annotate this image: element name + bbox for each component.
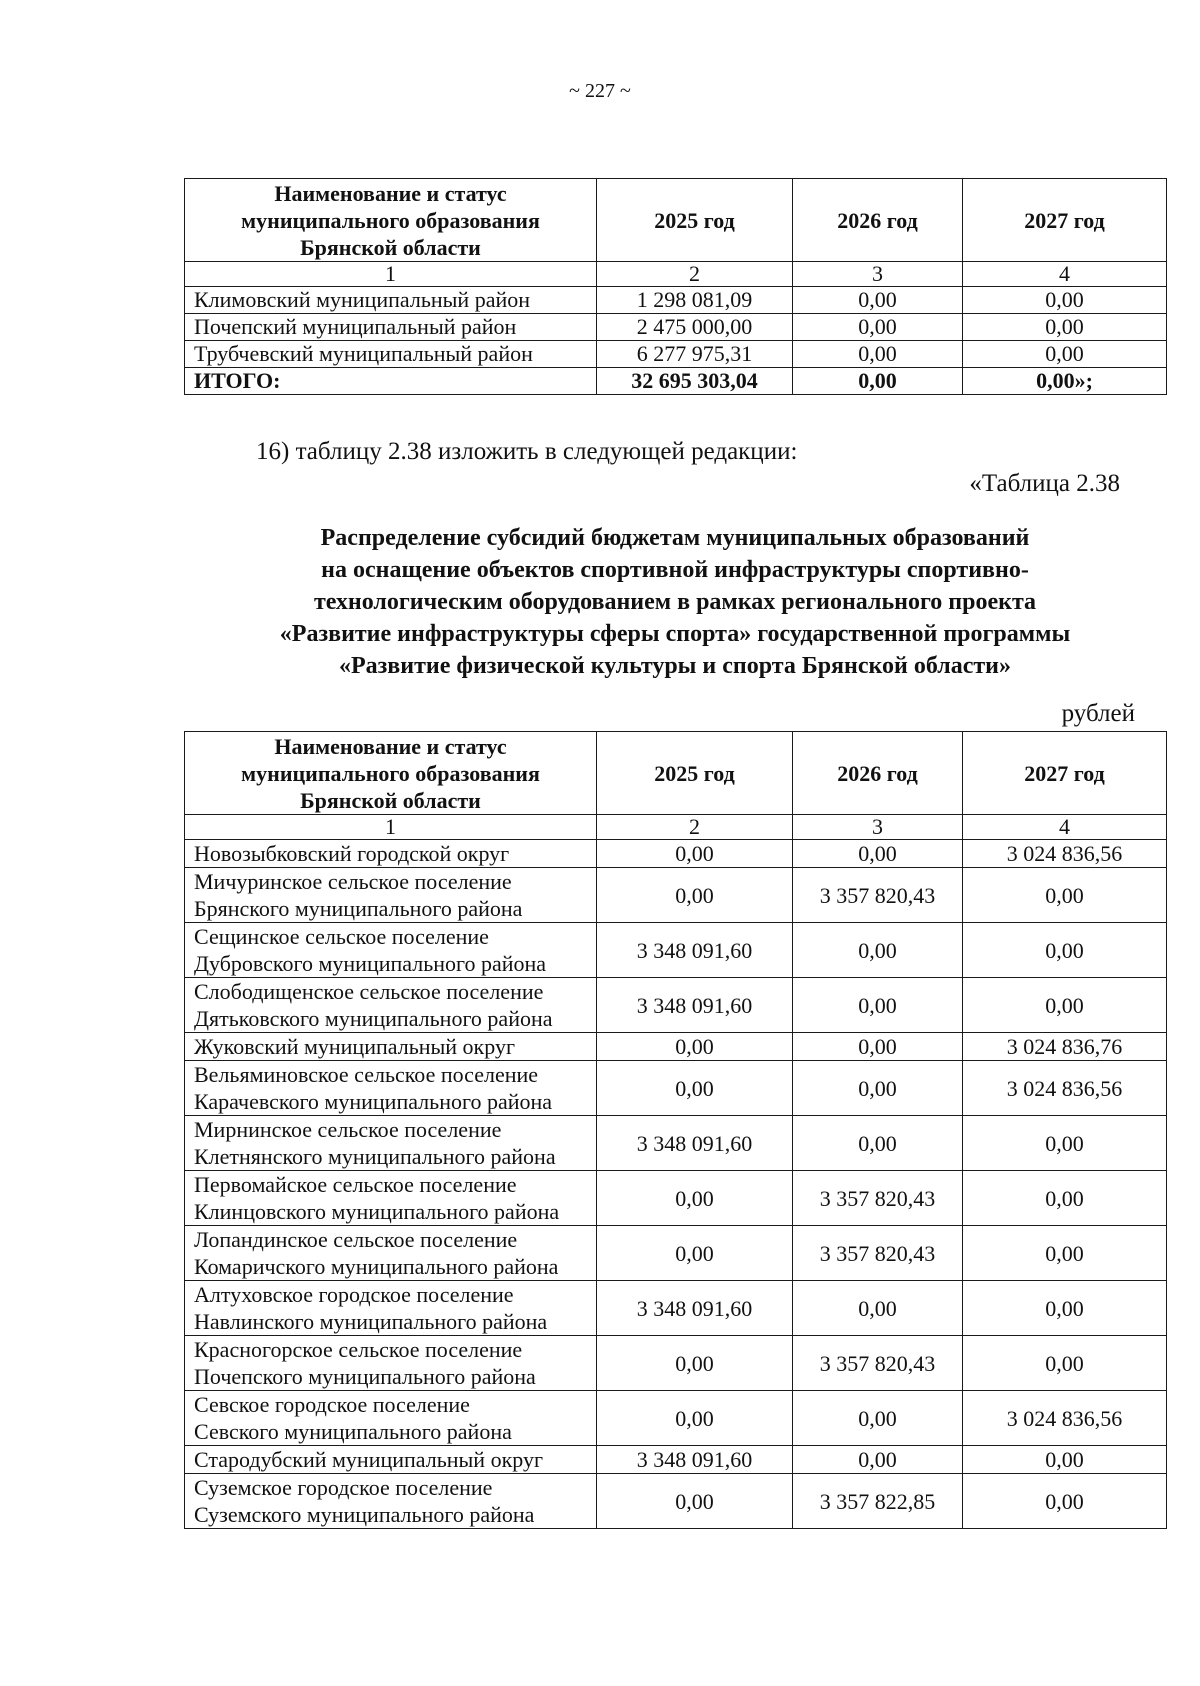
table-row xyxy=(185,341,1167,368)
value-2025: 0,00 xyxy=(597,1226,793,1281)
municipality-name xyxy=(185,1116,597,1171)
value-2027: 0,00 xyxy=(963,923,1167,978)
municipality-name xyxy=(185,840,597,868)
value-2025: 0,00 xyxy=(597,1336,793,1391)
value-2025: 0,00 xyxy=(597,1061,793,1116)
municipality-name-line: Комаричского муниципального района xyxy=(194,1254,559,1279)
value-2025: 2 475 000,00 xyxy=(597,314,793,341)
municipality-name-line: Брянского муниципального района xyxy=(194,896,523,921)
municipality-name xyxy=(185,1336,597,1391)
municipality-name-line: Клетнянского муниципального района xyxy=(194,1144,556,1169)
value-2025: 0,00 xyxy=(597,868,793,923)
total-2027: 0,00»; xyxy=(963,368,1167,395)
municipality-name-line: Лопандинское сельское поселение xyxy=(194,1227,518,1252)
municipality-name xyxy=(185,1033,597,1061)
value-2027: 0,00 xyxy=(963,341,1167,368)
value-2027: 0,00 xyxy=(963,1281,1167,1336)
total-2026: 0,00 xyxy=(793,368,963,395)
value-2026: 3 357 820,43 xyxy=(793,1171,963,1226)
value-2027: 0,00 xyxy=(963,287,1167,314)
municipality-name xyxy=(185,923,597,978)
table-row xyxy=(185,1061,1167,1116)
municipality-name: Трубчевский муниципальный район xyxy=(185,341,597,368)
value-2027: 0,00 xyxy=(963,314,1167,341)
column-number-row xyxy=(185,262,1167,287)
value-2025: 0,00 xyxy=(597,1474,793,1529)
value-2025: 0,00 xyxy=(597,1033,793,1061)
title-line: технологическим оборудованием в рамках регионального проекта xyxy=(313,589,1037,615)
column-number: 1 xyxy=(185,815,597,840)
municipality-name xyxy=(185,1446,597,1474)
header-year-2025: 2025 год xyxy=(597,732,793,815)
municipality-name xyxy=(185,1171,597,1226)
value-2027: 0,00 xyxy=(963,1446,1167,1474)
municipality-name: Почепский муниципальный район xyxy=(185,314,597,341)
value-2026: 0,00 xyxy=(793,1033,963,1061)
header-year-2025: 2025 год xyxy=(597,179,793,262)
table-label: «Таблица 2.38 xyxy=(969,470,1120,497)
column-number: 3 xyxy=(793,815,963,840)
table-header-row xyxy=(185,732,1167,815)
value-2026: 0,00 xyxy=(793,341,963,368)
title-line: «Развитие инфраструктуры сферы спорта» государственной программы xyxy=(279,621,1071,647)
value-2027: 3 024 836,76 xyxy=(963,1033,1167,1061)
value-2026: 0,00 xyxy=(793,287,963,314)
municipality-name xyxy=(185,1391,597,1446)
value-2025: 1 298 081,09 xyxy=(597,287,793,314)
header-municipality: Наименование и статус муниципального образования Брянской области xyxy=(185,732,597,815)
header-year-2026: 2026 год xyxy=(793,732,963,815)
value-2026: 3 357 820,43 xyxy=(793,868,963,923)
municipality-name-line: Почепского муниципального района xyxy=(194,1364,536,1389)
municipality-name-line: Мирнинское сельское поселение xyxy=(194,1117,502,1142)
column-number: 4 xyxy=(963,815,1167,840)
total-label: ИТОГО: xyxy=(185,368,597,395)
column-number-row xyxy=(185,815,1167,840)
table-row xyxy=(185,1336,1167,1391)
municipality-name-line: Суземского муниципального района xyxy=(194,1502,535,1527)
value-2027: 3 024 836,56 xyxy=(963,840,1167,868)
municipality-name-line: Новозыбковский городской округ xyxy=(194,841,510,866)
municipality-name-line: Дятьковского муниципального района xyxy=(194,1006,553,1031)
municipality-name xyxy=(185,1226,597,1281)
table-header-row xyxy=(185,179,1167,262)
header-year-2027: 2027 год xyxy=(963,179,1167,262)
column-number: 2 xyxy=(597,262,793,287)
value-2026: 3 357 822,85 xyxy=(793,1474,963,1529)
municipality-name-line: Жуковский муниципальный округ xyxy=(194,1034,515,1059)
table-row xyxy=(185,1033,1167,1061)
value-2026: 0,00 xyxy=(793,1061,963,1116)
value-2027: 0,00 xyxy=(963,1226,1167,1281)
municipality-name-line: Клинцовского муниципального района xyxy=(194,1199,560,1224)
value-2026: 0,00 xyxy=(793,1116,963,1171)
column-number: 1 xyxy=(185,262,597,287)
value-2027: 0,00 xyxy=(963,868,1167,923)
municipality-name-line: Севское городское поселение xyxy=(194,1392,470,1417)
value-2025: 3 348 091,60 xyxy=(597,923,793,978)
value-2026: 0,00 xyxy=(793,1446,963,1474)
value-2026: 0,00 xyxy=(793,840,963,868)
value-2026: 0,00 xyxy=(793,1391,963,1446)
value-2027: 0,00 xyxy=(963,978,1167,1033)
value-2025: 3 348 091,60 xyxy=(597,1446,793,1474)
value-2025: 0,00 xyxy=(597,1171,793,1226)
value-2026: 0,00 xyxy=(793,1281,963,1336)
table-row xyxy=(185,287,1167,314)
municipality-name xyxy=(185,1474,597,1529)
municipality-name xyxy=(185,978,597,1033)
value-2026: 0,00 xyxy=(793,923,963,978)
municipality-name: Климовский муниципальный район xyxy=(185,287,597,314)
value-2025: 0,00 xyxy=(597,840,793,868)
table-row xyxy=(185,1391,1167,1446)
municipality-name-line: Сещинское сельское поселение xyxy=(194,924,489,949)
municipality-name-line: Мичуринское сельское поселение xyxy=(194,869,512,894)
total-2025: 32 695 303,04 xyxy=(597,368,793,395)
column-number: 4 xyxy=(963,262,1167,287)
table-row xyxy=(185,978,1167,1033)
table-row xyxy=(185,1226,1167,1281)
municipality-name xyxy=(185,868,597,923)
title-line: Распределение субсидий бюджетам муниципальных образований xyxy=(320,525,1030,551)
header-year-2026: 2026 год xyxy=(793,179,963,262)
value-2026: 0,00 xyxy=(793,978,963,1033)
column-number: 2 xyxy=(597,815,793,840)
table-title xyxy=(184,522,1166,682)
table-row xyxy=(185,1281,1167,1336)
value-2026: 3 357 820,43 xyxy=(793,1336,963,1391)
value-2027: 0,00 xyxy=(963,1116,1167,1171)
table-row xyxy=(185,1171,1167,1226)
value-2027: 0,00 xyxy=(963,1171,1167,1226)
municipality-name-line: Слободищенское сельское поселение xyxy=(194,979,544,1004)
municipality-name-line: Стародубский муниципальный округ xyxy=(194,1447,544,1472)
municipality-name-line: Севского муниципального района xyxy=(194,1419,512,1444)
value-2026: 3 357 820,43 xyxy=(793,1226,963,1281)
table-row xyxy=(185,923,1167,978)
municipality-name-line: Красногорское сельское поселение xyxy=(194,1337,523,1362)
title-line: «Развитие физической культуры и спорта Брянской области» xyxy=(338,653,1011,679)
value-2027: 0,00 xyxy=(963,1336,1167,1391)
header-year-2027: 2027 год xyxy=(963,732,1167,815)
municipality-name-line: Карачевского муниципального района xyxy=(194,1089,553,1114)
value-2025: 3 348 091,60 xyxy=(597,1116,793,1171)
value-2025: 3 348 091,60 xyxy=(597,1281,793,1336)
municipality-name-line: Первомайское сельское поселение xyxy=(194,1172,517,1197)
table-row xyxy=(185,1474,1167,1529)
value-2025: 6 277 975,31 xyxy=(597,341,793,368)
municipality-name-line: Вельяминовское сельское поселение xyxy=(194,1062,539,1087)
municipality-name-line: Суземское городское поселение xyxy=(194,1475,493,1500)
table-row xyxy=(185,868,1167,923)
units-label: рублей xyxy=(1061,700,1135,727)
page-number: ~ 227 ~ xyxy=(569,80,631,102)
value-2027: 3 024 836,56 xyxy=(963,1061,1167,1116)
municipality-name xyxy=(185,1281,597,1336)
municipality-name xyxy=(185,1061,597,1116)
amendment-instruction: 16) таблицу 2.38 изложить в следующей редакции: xyxy=(256,438,798,465)
table-row xyxy=(185,840,1167,868)
total-row xyxy=(185,368,1167,395)
municipality-name-line: Дубровского муниципального района xyxy=(194,951,547,976)
municipality-name-line: Алтуховское городское поселение xyxy=(194,1282,514,1307)
budget-table-continuation xyxy=(184,178,1167,395)
value-2026: 0,00 xyxy=(793,314,963,341)
title-line: на оснащение объектов спортивной инфраструктуры спортивно- xyxy=(321,557,1029,583)
table-row xyxy=(185,1116,1167,1171)
subsidy-distribution-table xyxy=(184,731,1167,1529)
value-2025: 0,00 xyxy=(597,1391,793,1446)
table-row xyxy=(185,314,1167,341)
table-row xyxy=(185,1446,1167,1474)
value-2027: 3 024 836,56 xyxy=(963,1391,1167,1446)
value-2025: 3 348 091,60 xyxy=(597,978,793,1033)
value-2027: 0,00 xyxy=(963,1474,1167,1529)
header-municipality: Наименование и статус муниципального образования Брянской области xyxy=(185,179,597,262)
column-number: 3 xyxy=(793,262,963,287)
municipality-name-line: Навлинского муниципального района xyxy=(194,1309,548,1334)
